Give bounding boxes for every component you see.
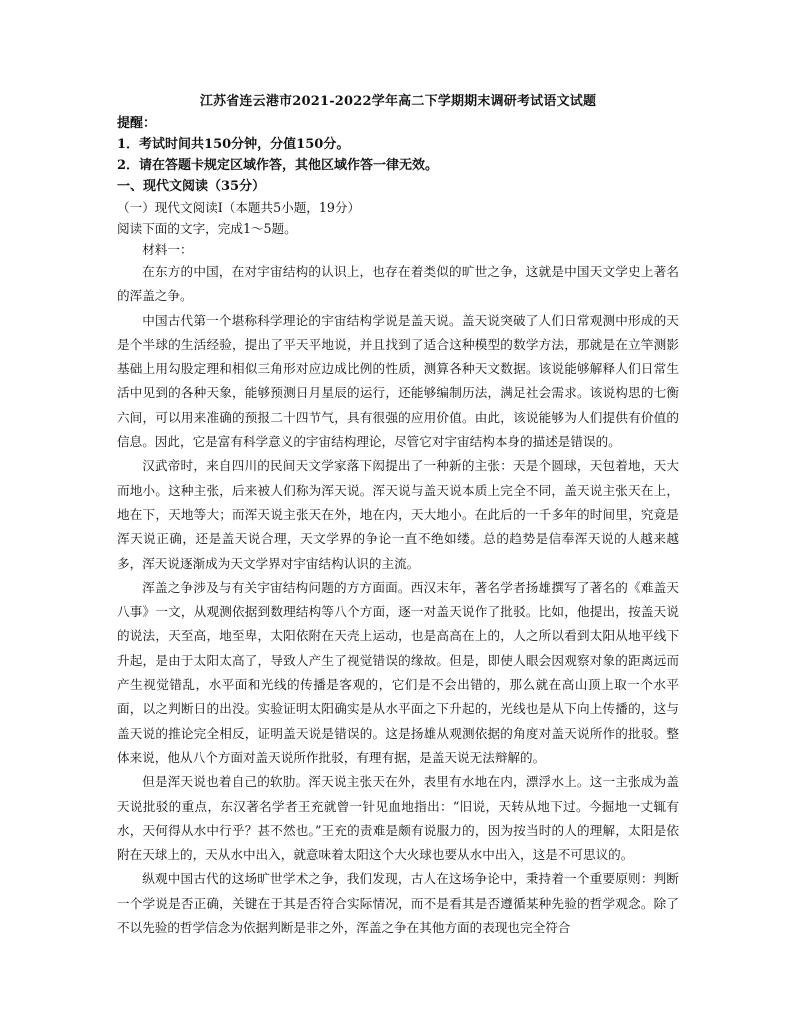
paragraph: 中国古代第一个堪称科学理论的宇宙结构学说是盖天说。盖天说突破了人们日常观测中形成的天是个半球的生活经验，提出了平天平地说，并且找到了适合这种模型的数学方法，那就是在立竿测影基础上用勾股定理和相似三角形对应边成比例的性质，测算各种天文数据。该说能够解释人们日常生活中见到的各种天象，能够预测日月星辰的运行，还能够编制历法，满足社会需求。该说构思的七衡六间，可以用来准确的预报二十四节气，具有很强的应用价值。由此，该说能够为人们提供有价值的信息。因此，它是富有科学意义的宇宙结构理论，尽管它对宇宙结构本身的描述是错误的。 [117, 312, 679, 450]
paragraph: 汉武帝时，来自四川的民间天文学家落下闳提出了一种新的主张：天是个圆球，天包着地，天大而地小。这种主张，后来被人们称为浑天说。浑天说与盖天说本质上完全不同，盖天说主张天在上，地在下，天地等大；而浑天说主张天在外，地在内，天大地小。在此后的一千多年的时间里，究竟是浑天说正确，还是盖天说合理，天文学界的争论一直不绝如缕。总的趋势是信奉浑天说的人越来越多，浑天说逐渐成为天文学界对宇宙结构认识的主流。 [117, 458, 679, 571]
notice-label: 提醒： [117, 116, 157, 131]
material-label: 材料一： [142, 242, 193, 257]
section-heading: 一、现代文阅读（35分） [117, 179, 266, 194]
subsection-heading: （一）现代文阅读Ⅰ（本题共5小题，19分） [117, 200, 361, 215]
paragraph: 浑盖之争涉及与有关宇宙结构问题的方方面面。西汉末年，著名学者扬雄撰写了著名的《难盖天八事》一文，从观测依据到数理结构等八个方面，逐一对盖天说作了批驳。比如，他提出，按盖天说的说法，天至高，地至卑，太阳依附在天壳上运动，也是高高在上的，人之所以看到太阳从地平线下升起，是由于太阳太高了，导致人产生了视觉错误的缘故。但是，即使人眼会因观察对象的距离远而产生视觉错乱，水平面和光线的传播是客观的，它们是不会出错的，那么就在高山顶上取一个水平面，以之判断日的出没。实验证明太阳确实是从水平面之下升起的，光线也是从下向上传播的，这与盖天说的推论完全相反，证明盖天说是错误的。这是扬雄从观测依据的角度对盖天说所作的批驳。整体来说，他从八个方面对盖天说所作批驳，有理有据，是盖天说无法辩解的。 [117, 579, 679, 765]
paragraph: 但是浑天说也着自己的软肋。浑天说主张天在外，表里有水地在内，漂浮水上。这一主张成为盖天说批驳的重点，东汉著名学者王充就曾一针见血地指出：“旧说，天转从地下过。今掘地一丈辄有水，天何得从水中行乎？甚不然也。”王充的责难是颇有说服力的，因为按当时的人的理解，太阳是依附在天球上的，天从水中出入，就意味着太阳这个大火球也要从水中出入，这是不可思议的。 [117, 774, 679, 863]
paragraph: 纵观中国古代的这场旷世学术之争，我们发现，古人在这场争论中，秉持着一个重要原则：判断一个学说是否正确，关键在于其是否符合实际情况，而不是看其是否遵循某种先验的哲学观念。除了不以先验的哲学信念为依据判断是非之外，浑盖之争在其他方面的表现也完全符合 [117, 871, 679, 936]
exam-title: 江苏省连云港市2021-2022学年高二下学期期末调研考试语文试题 [199, 94, 597, 109]
notice-item: 1．考试时间共150分钟，分值150分。 [117, 137, 350, 152]
reading-instruction: 阅读下面的文字，完成1～5题。 [117, 221, 297, 236]
notice-item: 2．请在答题卡规定区域作答，其他区域作答一律无效。 [117, 158, 439, 173]
paragraph: 在东方的中国，在对宇宙结构的认识上，也存在着类似的旷世之争，这就是中国天文学史上著名的浑盖之争。 [117, 264, 679, 304]
exam-page [117, 93, 679, 940]
